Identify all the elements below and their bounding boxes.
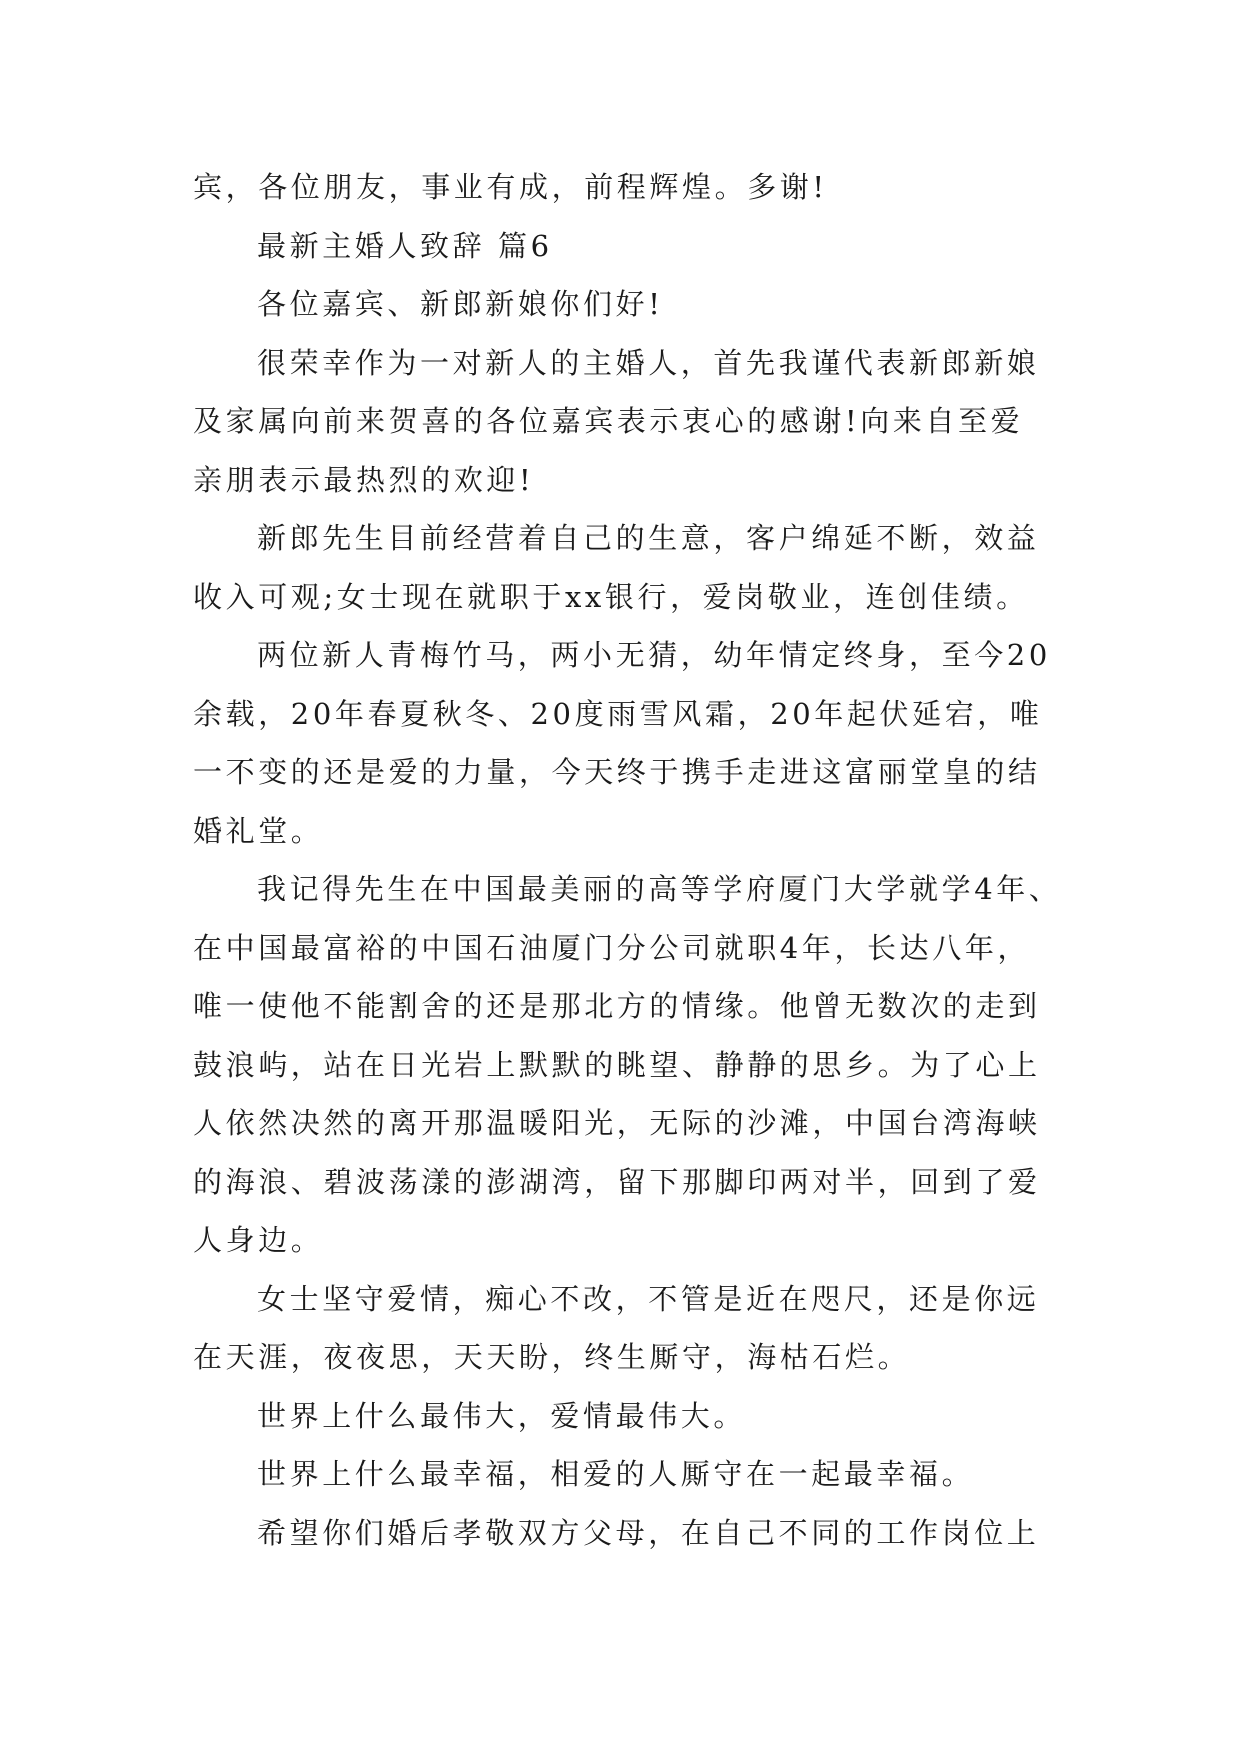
text-line: 鼓浪屿，站在日光岩上默默的眺望、静静的思乡。为了心上	[193, 1047, 1041, 1082]
text-line: 及家属向前来贺喜的各位嘉宾表示衷心的感谢!向来自至爱	[193, 404, 1024, 438]
text-line: 在中国最富裕的中国石油厦门分公司就职4年，长达八年，	[193, 930, 1031, 965]
text-line: 很荣幸作为一对新人的主婚人，首先我谨代表新郎新娘	[257, 345, 1040, 380]
text-line: 人身边。	[193, 1223, 324, 1257]
text-line: 婚礼堂。	[193, 813, 324, 848]
text-line: 希望你们婚后孝敬双方父母，在自己不同的工作岗位上	[257, 1515, 1040, 1550]
text-line: 世界上什么最伟大，爱情最伟大。	[257, 1398, 747, 1433]
text-line: 亲朋表示最热烈的欢迎!	[193, 462, 535, 497]
text-line: 我记得先生在中国最美丽的高等学府厦门大学就学4年、	[257, 872, 1062, 906]
text-line: 世界上什么最幸福，相爱的人厮守在一起最幸福。	[257, 1457, 975, 1491]
text-line: 各位嘉宾、新郎新娘你们好!	[257, 287, 664, 321]
text-line: 女士坚守爱情，痴心不改，不管是近在咫尺，还是你远	[257, 1281, 1040, 1316]
document-body	[193, 158, 1073, 1562]
text-line: 宾，各位朋友，事业有成，前程辉煌。多谢!	[193, 170, 828, 204]
text-line: 两位新人青梅竹马，两小无猜，幼年情定终身，至今20	[257, 638, 1051, 672]
text-line: 一不变的还是爱的力量，今天终于携手走进这富丽堂皇的结	[193, 755, 1041, 789]
text-line: 在天涯，夜夜思，天天盼，终生厮守，海枯石烂。	[193, 1340, 911, 1374]
text-line: 唯一使他不能割舍的还是那北方的情缘。他曾无数次的走到	[193, 989, 1041, 1023]
text-line: 人依然决然的离开那温暖阳光，无际的沙滩，中国台湾海峡	[193, 1106, 1041, 1140]
text-line: 收入可观;女士现在就职于xx银行，爱岗敬业，连创佳绩。	[193, 579, 1029, 614]
text-line: 的海浪、碧波荡漾的澎湖湾，留下那脚印两对半，回到了爱	[193, 1164, 1041, 1199]
text-line: 新郎先生目前经营着自己的生意，客户绵延不断，效益	[257, 521, 1040, 555]
text-line: 余载，20年春夏秋冬、20度雨雪风霜，20年起伏延宕，唯	[193, 696, 1043, 731]
text-line: 最新主婚人致辞 篇6	[257, 228, 553, 263]
